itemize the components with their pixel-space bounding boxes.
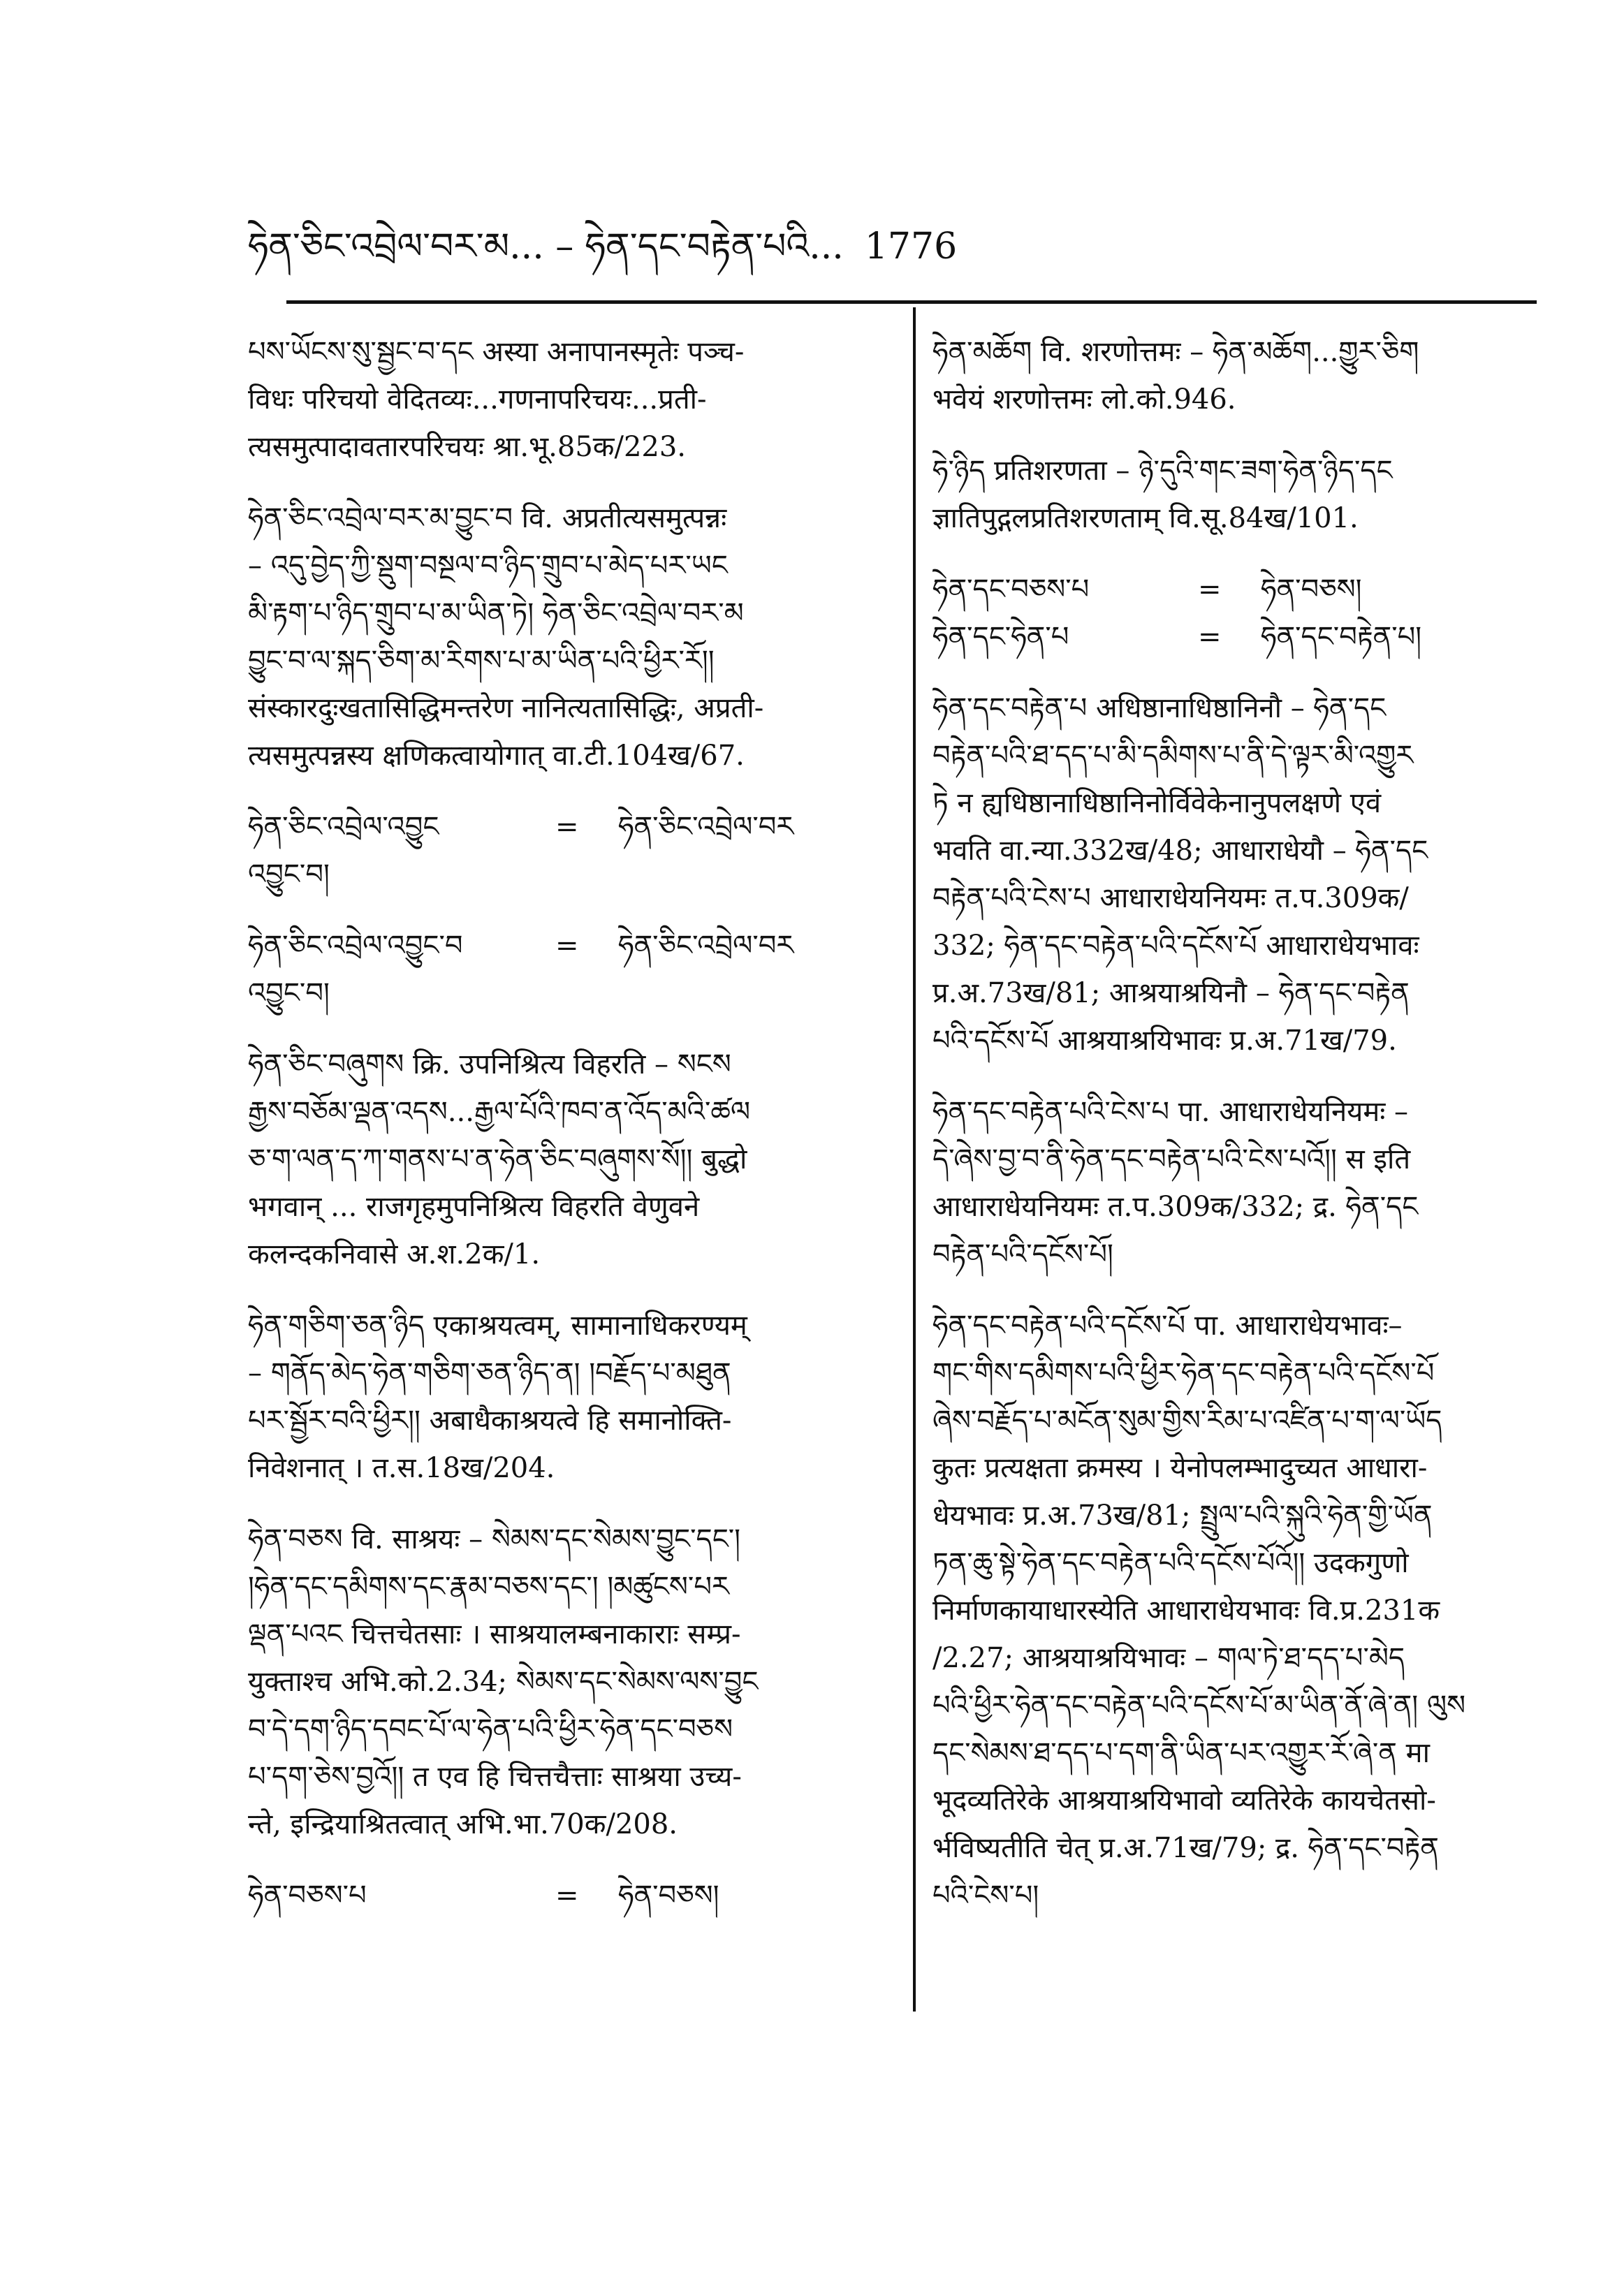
dictionary-entry: [248, 1302, 873, 1492]
entry-line: ཧེན་དང་བརྟེན་པའི་ངེས་པ पा. आधाराधेयनियमः –: [932, 1096, 1409, 1128]
dictionary-entry: [248, 803, 873, 898]
entry-line: དང་སེམས་ཐ་དད་པ་དག་ནི་ཡིན་པར་འགྱུར་རོ་ཞེ་ན मा: [932, 1737, 1430, 1769]
right-column: [932, 328, 1533, 1943]
dictionary-entry: [248, 1516, 873, 1848]
entry-line: བ་དེ་དག་ཉིད་དབང་པོ་ལ་ཧེན་པའི་ཕྱིར་ཧེན་དང་བཅས: [248, 1713, 733, 1745]
entry-line: निवेशनात् । त.स.18ख/204.: [248, 1452, 555, 1484]
entry-line: ཏེ न ह्यधिष्ठानाधिष्ठानिनोर्विवेकेनानुपलक्षणे एवं: [932, 787, 1382, 819]
reference: ཧེན་དང་བརྟེན་པ།: [1261, 621, 1422, 653]
dictionary-entry: [248, 495, 873, 779]
entry-line: कलन्दकनिवासे अ.श.2क/1.: [248, 1238, 541, 1270]
left-column: [248, 328, 873, 1943]
dictionary-entry: [932, 566, 1533, 661]
entry-line: प्र.अ.73ख/81; आश्रयाश्रयिनौ – ཧེན་དང་བརྟེན: [932, 977, 1410, 1009]
headword: ཧེན་དང་བཅས་པ: [932, 573, 1090, 606]
column-divider: [913, 307, 916, 2012]
headword: ཧེན་ཅིང་འབྲེལ་འབྱུང་བ: [248, 930, 463, 962]
entry-line: संस्कारदुःखतासिद्धिमन्तरेण नानित्यतासिद्धिः, अप्रती-: [248, 692, 764, 724]
entry-line: ཧེན་དང་བརྟེན་པ अधिष्ठानाधिष्ठानिनौ – ཧེན་དང: [932, 692, 1387, 724]
entry-line: པའི་ཕྱིར་ཧེན་དང་བརྟེན་པའི་དངོས་པོ་མ་ཡིན་ནོ་ཞེ་ན། ལུས: [932, 1690, 1466, 1722]
entry-line: /2.27; आश्रयाश्रयिभावः – གལ་ཏེ་ཐ་དད་པ་མེད: [932, 1642, 1405, 1674]
running-header: [248, 206, 1366, 269]
entry-line: ཅ་ག་ལན་ད་ཀ་གནས་པ་ན་ཧེན་ཅིང་བཞུགས་སོ།། बुद्धो: [248, 1143, 747, 1175]
entry-line: ལྡན་པའང चित्तचेतसाः । साश्रयालम्बनाकाराः सम्प्र-: [248, 1618, 741, 1650]
entry-line: त्यसमुत्पन्नस्य क्षणिकत्वायोगात् वा.टी.104ख/67.: [248, 740, 745, 772]
entry-line: ज्ञातिपुद्गलप्रतिशरणताम् वि.सू.84ख/101.: [932, 502, 1359, 534]
entry-line: निर्माणकायाधारस्येति आधाराधेयभावः वि.प्र.231क: [932, 1595, 1440, 1627]
dictionary-entry: [932, 684, 1533, 1064]
entry-line: ཧེན་མཆོག वि. शरणोत्तमः – ཧེན་མཆོག...གྱུར་ཅིག: [932, 336, 1419, 368]
entry-line: युक्ताश्च अभि.को.2.34; སེམས་དང་སེམས་ལས་བྱུང: [248, 1666, 759, 1698]
dictionary-entry: [248, 1872, 873, 1919]
entry-line: त्यसमुत्पादावतारपरिचयः श्रा.भू.85क/223.: [248, 431, 687, 463]
entry-line: न्ते, इन्द्रियाश्रितत्वात् अभि.भा.70क/208.: [248, 1808, 678, 1840]
entry-line: འབྱུང་བ།: [248, 858, 330, 891]
cross-reference: [248, 922, 873, 969]
entry-line: མི་རྟག་པ་ཉིད་གྲུབ་པ་མ་ཡིན་ཏེ། ཧེན་ཅིང་འབྲེལ་བར་མ: [248, 597, 744, 629]
dictionary-entry: [248, 328, 873, 471]
dictionary-entry: [932, 447, 1533, 542]
entry-line: ཧེན་བཅས वि. साश्रयः – སེམས་དང་སེམས་བྱུང་དང་།: [248, 1523, 741, 1555]
reference: ཧེན་ཅིང་འབྲེལ་བར: [618, 811, 794, 843]
cross-reference: [248, 803, 873, 851]
entry-line: धेयभावः प्र.अ.73ख/81; སྤྲུལ་པའི་སྐུའི་ཧེན་གྱི་ཡོན: [932, 1500, 1433, 1532]
entry-line: །ཧེན་དང་དམིགས་དང་རྣམ་བཅས་དང་། །མཚུངས་པར: [248, 1571, 729, 1603]
entry-line: པ་དག་ཅེས་བྱའོ།། त एव हि चित्तचैत्ताः साश्रया उच्य-: [248, 1761, 742, 1793]
entry-line: भवति वा.न्या.332ख/48; आधाराधेयौ – ཧེན་དང: [932, 835, 1428, 867]
cross-reference: [932, 613, 1533, 661]
entry-line: – གནོད་མེད་ཧེན་གཅིག་ཅན་ཉིད་ན། །བརྗོད་པ་མཐུན: [248, 1357, 731, 1389]
entry-line: རྒྱས་བཅོམ་ལྡན་འདས...རྒྱལ་པོའི་ཁབ་ན་འོད་མའི་ཚལ: [248, 1096, 751, 1128]
entry-line: དེ་ཞེས་བྱ་བ་ནི་ཧེན་དང་བརྟེན་པའི་ངེས་པའོ།། स इति: [932, 1143, 1411, 1175]
headword: ཧེན་ཅིང་འབྲེལ་འབྱུང: [248, 811, 439, 843]
entry-line: – འདུ་བྱེད་ཀྱི་སྡུག་བསྔལ་བ་ཉིད་གྲུབ་པ་མེད་པར་ཡང: [248, 550, 728, 582]
dictionary-entry: [932, 1088, 1533, 1278]
entry-line: གང་གིས་དམིགས་པའི་ཕྱིར་ཧེན་དང་བརྟེན་པའི་དངོས་པོ: [932, 1357, 1435, 1389]
entry-line: भगवान् ... राजगृहमुपनिश्रित्य विहरति वेणुवने: [248, 1191, 700, 1223]
header-title: ཧེན་ཅིང་འབྲེལ་བར་མ... – ཧེན་དང་བརྟེན་པའི...: [248, 226, 844, 268]
entry-line: विधः परिचयो वेदितव्यः...गणनापरिचयः...प्रती-: [248, 383, 707, 416]
reference: ཧེན་བཅས།: [1261, 573, 1362, 606]
page-number: 1776: [864, 226, 958, 268]
entry-line: ཞེས་བརྗོད་པ་མངོན་སུམ་གྱིས་རིམ་པ་འཛིན་པ་ག་ལ་ཡོད: [932, 1405, 1442, 1437]
entry-line: ཧེན་དང་བརྟེན་པའི་དངོས་པོ पा. आधाराधेयभावः–: [932, 1310, 1403, 1342]
entry-line: པའི་ངེས་པ།: [932, 1880, 1039, 1912]
entry-line: ཧེན་ཅིང་འབྲེལ་བར་མ་བྱུང་བ वि. अप्रतीत्यसमुत्पन्नः: [248, 502, 727, 534]
header-rule: [286, 300, 1537, 304]
entry-line: कुतः प्रत्यक्षता क्रमस्य । येनोपलम्भादुच्यत आधारा-: [932, 1452, 1428, 1484]
dictionary-entry: [932, 1302, 1533, 1919]
entry-line: བརྟེན་པའི་ངེས་པ आधाराधेयनियमः त.प.309क/: [932, 882, 1409, 914]
entry-line: ཧེ་ཉིད प्रतिशरणता – ཉེ་དུའི་གང་ཟག་ཧེན་ཉིད་དང: [932, 455, 1393, 487]
cross-reference: [248, 1872, 873, 1919]
entry-line: བྱུང་བ་ལ་སྐད་ཅིག་མ་རིགས་པ་མ་ཡིན་པའི་ཕྱིར་རོ།།: [248, 645, 715, 677]
dictionary-entry: [248, 922, 873, 1017]
entry-line: ཧེན་གཅིག་ཅན་ཉིད एकाश्रयत्वम्, सामानाधिकरण्यम्: [248, 1310, 747, 1342]
equals-sign: =: [555, 1880, 579, 1912]
reference: ཧེན་ཅིང་འབྲེལ་བར: [618, 930, 794, 962]
entry-line: ཧེན་ཅིང་བཞུགས क्रि. उपनिश्रित्य विहरति – སངས: [248, 1048, 731, 1080]
entry-line: པས་ཡོངས་སུ་སྦྱང་བ་དང अस्या अनापानस्मृतेः पञ्च-: [248, 336, 745, 368]
entry-line: 332; ཧེན་དང་བརྟེན་པའི་དངོས་པོ आधाराधेयभावः: [932, 930, 1419, 962]
entry-line: भवेयं शरणोत्तमः लो.को.946.: [932, 383, 1236, 416]
equals-sign: =: [555, 930, 579, 962]
entry-line: པའི་དངོས་པོ आश्रयाश्रयिभावः प्र.अ.71ख/79.: [932, 1025, 1397, 1057]
entry-line: ཏན་ཆུ་སྟེ་ཧེན་དང་བརྟེན་པའི་དངོས་པོའོ།། उदकगुणो: [932, 1547, 1409, 1579]
entry-line: པར་སྦྱོར་བའི་ཕྱིར།། अबाधैकाश्रयत्वे हि समानोक्ति-: [248, 1405, 732, 1437]
reference: ཧེན་བཅས།: [618, 1880, 719, 1912]
dictionary-entry: [932, 328, 1533, 423]
headword: ཧེན་དང་ཧེན་པ: [932, 621, 1069, 653]
equals-sign: =: [1198, 621, 1222, 653]
dictionary-entry: [248, 1041, 873, 1278]
entry-line: र्भविष्यतीति चेत् प्र.अ.71ख/79; द्र. ཧེན་དང་བརྟེན: [932, 1832, 1439, 1864]
equals-sign: =: [1198, 573, 1222, 606]
entry-line: འབྱུང་བ།: [248, 977, 330, 1009]
cross-reference: [932, 566, 1533, 613]
entry-line: आधाराधेयनियमः त.प.309क/332; द्र. ཧེན་དང: [932, 1191, 1419, 1223]
entry-line: བརྟེན་པའི་ཐ་དད་པ་མི་དམིགས་པ་ནི་དེ་ལྟར་མི་འགྱུར: [932, 740, 1414, 772]
headword: ཧེན་བཅས་པ: [248, 1880, 367, 1912]
equals-sign: =: [555, 811, 579, 843]
entry-line: भूदव्यतिरेके आश्रयाश्रयिभावो व्यतिरेके कायचेतसो-: [932, 1785, 1436, 1817]
entry-line: བརྟེན་པའི་དངོས་པོ།: [932, 1238, 1113, 1270]
